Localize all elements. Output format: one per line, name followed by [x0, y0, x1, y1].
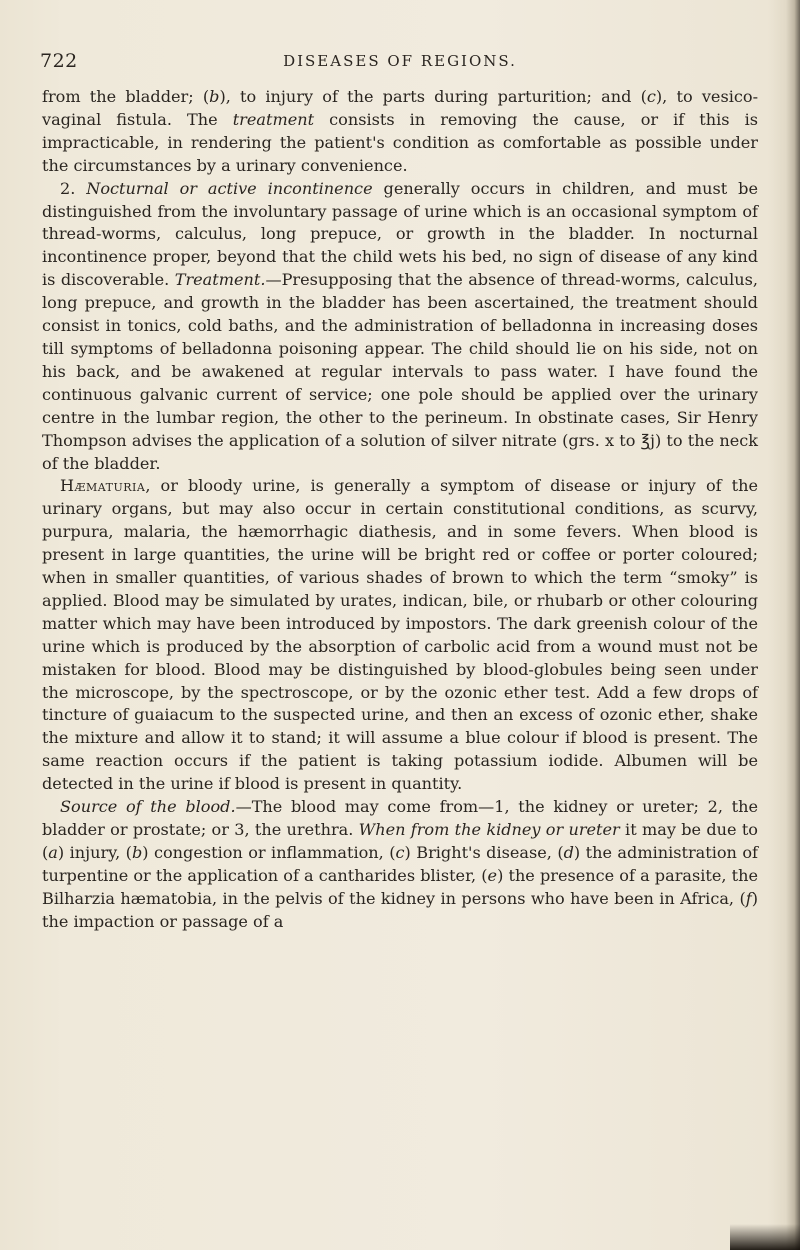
page-header [40, 50, 760, 74]
paragraph-nocturnal-incontinence: 2. Nocturnal or active incontinence generally occurs in children, and must be distinguished from the involuntary passage of urine which is an occasional symptom of thread-worms, calculus, long prepuce, or growth in the bladder. In nocturnal incontinence proper, beyond that the child wets his bed, no sign of disease of any kind is discoverable. Treatment.—Presupposing that the absence of thread-worms, calculus, long prepuce, and growth in the bladder has been ascertained, the treatment should consist in tonics, cold baths, and the administration of belladonna in increasing doses till symptoms of belladonna poisoning appear. The child should lie on his side, not on his back, and be awakened at regular intervals to pass water. I have found the continuous galvanic current of service; one pole should be applied over the urinary centre in the lumbar region, the other to the perineum. In obstinate cases, Sir Henry Thompson advises the application of a solution of silver nitrate (grs. x to ℥j) to the neck of the bladder. [42, 178, 758, 473]
nocturnal-incontinence-heading: Nocturnal or active incontinence [86, 178, 373, 198]
source-of-blood-heading: Source of the blood. [60, 797, 236, 817]
page-corner-shadow [730, 1224, 800, 1250]
haematuria-heading: Hæmaturia [60, 476, 146, 496]
running-head: DISEASES OF REGIONS. [283, 52, 517, 70]
page-edge-shadow [786, 0, 800, 1250]
paragraph-vesical-continuation: from the bladder; (b), to injury of the parts during parturition; and (c), to vesico-vaginal fistula. The treatment consists in removing the cause, or if this is impracticable, in rendering the patient's condition as comfortable as possible under the circumstances by a urinary convenience. [42, 87, 759, 175]
page-number: 722 [40, 50, 78, 72]
paragraph-haematuria: Hæmaturia, or bloody urine, is generally a symptom of disease or injury of the urinary organs, but may also occur in certain constitutional conditions, as scurvy, purpura, malaria, the hæmorrhagic diathesis, and in some fevers. When blood is present in large quantities, the urine will be bright red or coffee or porter coloured; when in smaller quantities, of various shades of brown to which the term “smoky” is applied. Blood may be simulated by urates, indican, bile, or rhubarb or other colouring matter which may have been introduced by impostors. The dark greenish colour of the urine which is produced by the absorption of carbolic acid from a wound must not be mistaken for blood. Blood may be distinguished by blood-globules being seen under the microscope, by the spectroscope, or by the ozonic ether test. Add a few drops of tincture of guaiacum to the suspected urine, and then an excess of ozonic ether, shake the mixture and allow it to stand; it will assume a blue colour if blood is present. The same reaction occurs if the patient is taking potassium iodide. Albumen will be detected in the urine if blood is present in quantity. [42, 476, 758, 794]
treatment-term: treatment [232, 109, 315, 129]
paragraph-source-of-blood: Source of the blood.—The blood may come from—1, the kidney or ureter; 2, the bladder or prostate; or 3, the urethra. When from the kidney or ureter it may be due to (a) injury, (b) congestion or inflammation, (c) Bright's disease, (d) the administration of turpentine or the application of a cantharides blister, (e) the presence of a parasite, the Bilharzia hæmatobia, in the pelvis of the kidney in persons who have been in Africa, (f) the impaction or passage of a [42, 797, 759, 931]
body-text [42, 86, 758, 934]
treatment-heading: Treatment. [174, 270, 266, 290]
